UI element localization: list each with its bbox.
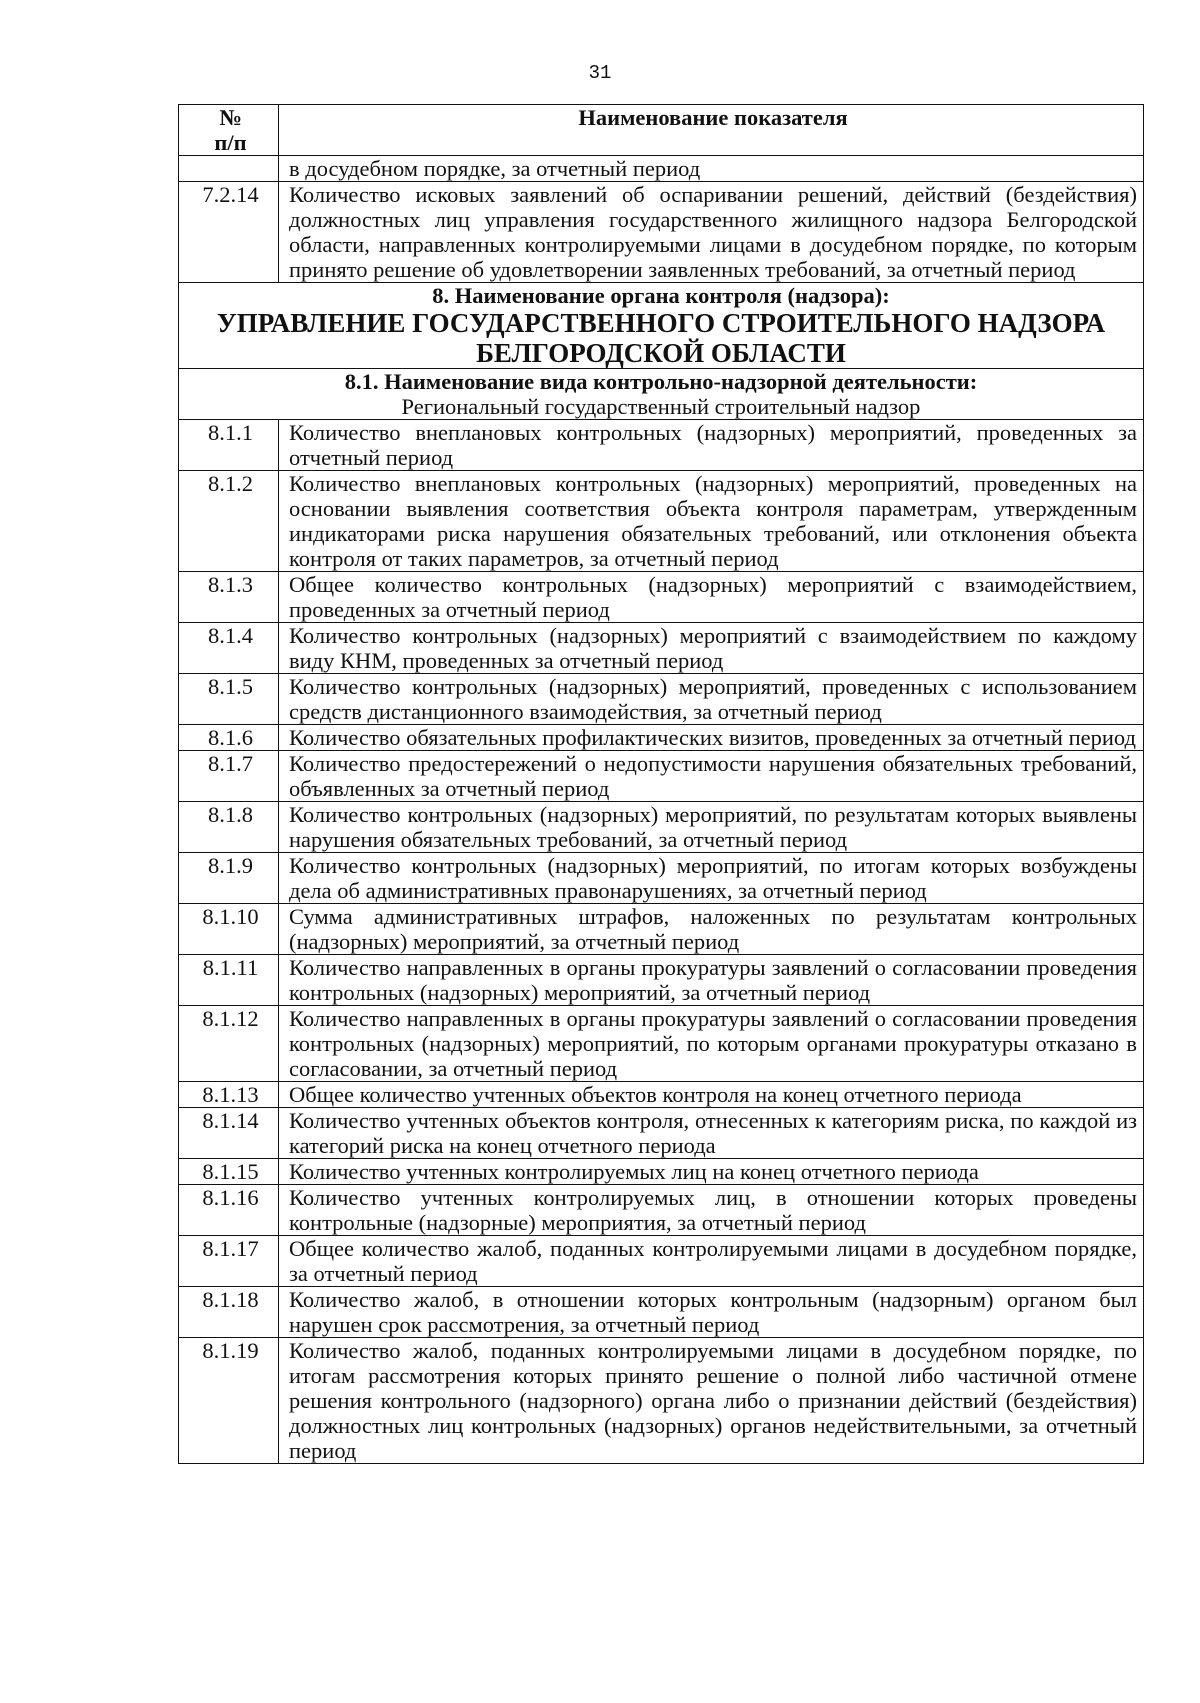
table-row [179, 1338, 1144, 1464]
row-number: 7.2.14 [179, 182, 279, 283]
table-row [179, 156, 1144, 182]
section-org-name: УПРАВЛЕНИЕ ГОСУДАРСТВЕННОГО СТРОИТЕЛЬНОГО НАДЗОРА БЕЛГОРОДСКОЙ ОБЛАСТИ [216, 308, 1106, 368]
row-indicator-text: Количество исковых заявлений об оспаривании решений, действий (бездействия) должностных лиц управления государственного жилищного надзора Белгородской области, направленных контролируемыми лицами в досудебном порядке, по которым принято решение об удовлетворении заявленных требований, за отчетный период [279, 182, 1144, 283]
table-row [179, 1082, 1144, 1108]
row-number: 8.1.19 [179, 1338, 279, 1464]
row-indicator-text: Общее количество жалоб, поданных контролируемыми лицами в досудебном порядке, за отчетный период [279, 1236, 1144, 1287]
row-number: 8.1.14 [179, 1108, 279, 1159]
row-indicator-text: Сумма административных штрафов, наложенных по результатам контрольных (надзорных) мероприятий, за отчетный период [279, 904, 1144, 955]
table-header-row [179, 105, 1144, 156]
row-number: 8.1.17 [179, 1236, 279, 1287]
table-row [179, 572, 1144, 623]
table-row [179, 955, 1144, 1006]
row-indicator-text: Количество контрольных (надзорных) мероприятий, по результатам которых выявлены нарушения обязательных требований, за отчетный период [279, 802, 1144, 853]
row-number: 8.1.2 [179, 471, 279, 572]
table-row [179, 751, 1144, 802]
row-indicator-text: Количество контрольных (надзорных) мероприятий, проведенных с использованием средств дистанционного взаимодействия, за отчетный период [279, 674, 1144, 725]
row-number: 8.1.1 [179, 420, 279, 471]
row-indicator-text: Количество направленных в органы прокуратуры заявлений о согласовании проведения контрольных (надзорных) мероприятий, за отчетный период [279, 955, 1144, 1006]
table-row [179, 674, 1144, 725]
row-number: 8.1.6 [179, 725, 279, 751]
row-indicator-text: Количество обязательных профилактических визитов, проведенных за отчетный период [279, 725, 1144, 751]
row-indicator-text: в досудебном порядке, за отчетный период [279, 156, 1144, 182]
row-indicator-text: Количество контрольных (надзорных) мероприятий, по итогам которых возбуждены дела об административных правонарушениях, за отчетный период [279, 853, 1144, 904]
table-row [179, 1287, 1144, 1338]
column-header-number [179, 105, 279, 156]
row-number: 8.1.8 [179, 802, 279, 853]
table-row [179, 853, 1144, 904]
column-header-name: Наименование показателя [279, 105, 1144, 156]
table-row [179, 1185, 1144, 1236]
table-row [179, 1006, 1144, 1082]
row-number: 8.1.13 [179, 1082, 279, 1108]
row-indicator-text: Количество предостережений о недопустимости нарушения обязательных требований, объявленных за отчетный период [279, 751, 1144, 802]
row-indicator-text: Общее количество контрольных (надзорных) мероприятий с взаимодействием, проведенных за отчетный период [279, 572, 1144, 623]
row-number: 8.1.9 [179, 853, 279, 904]
subsection-cell [179, 369, 1144, 420]
section-heading: 8. Наименование органа контроля (надзора): [432, 283, 890, 308]
row-number [179, 156, 279, 182]
row-number: 8.1.18 [179, 1287, 279, 1338]
subsection-activity: Региональный государственный строительный надзор [401, 394, 921, 419]
row-indicator-text: Количество внеплановых контрольных (надзорных) мероприятий, проведенных за отчетный период [279, 420, 1144, 471]
table-row [179, 1236, 1144, 1287]
table-row [179, 1159, 1144, 1185]
table-row [179, 420, 1144, 471]
row-number: 8.1.4 [179, 623, 279, 674]
section-row [179, 283, 1144, 369]
row-number: 8.1.15 [179, 1159, 279, 1185]
row-indicator-text: Количество направленных в органы прокуратуры заявлений о согласовании проведения контрольных (надзорных) мероприятий, по которым органами прокуратуры отказано в согласовании, за отчетный период [279, 1006, 1144, 1082]
table-row [179, 904, 1144, 955]
table-row [179, 182, 1144, 283]
row-number: 8.1.10 [179, 904, 279, 955]
row-indicator-text: Количество учтенных объектов контроля, отнесенных к категориям риска, по каждой из категорий риска на конец отчетного периода [279, 1108, 1144, 1159]
table-row [179, 623, 1144, 674]
subsection-heading: 8.1. Наименование вида контрольно-надзорной деятельности: [344, 369, 978, 394]
subsection-row [179, 369, 1144, 420]
page-number: 31 [588, 62, 612, 84]
row-indicator-text: Общее количество учтенных объектов контроля на конец отчетного периода [279, 1082, 1144, 1108]
table-body-rows [179, 420, 1144, 1464]
row-indicator-text: Количество жалоб, поданных контролируемыми лицами в досудебном порядке, по итогам рассмотрения которых принято решение о полной либо частичной отмене решения контрольного (надзорного) органа либо о признании действий (бездействия) должностных лиц контрольных (надзорных) органов недействительными, за отчетный период [279, 1338, 1144, 1464]
row-number: 8.1.5 [179, 674, 279, 725]
table-row [179, 802, 1144, 853]
table-body-section [179, 283, 1144, 420]
row-number: 8.1.12 [179, 1006, 279, 1082]
row-number: 8.1.16 [179, 1185, 279, 1236]
row-number: 8.1.3 [179, 572, 279, 623]
table-body-top [179, 156, 1144, 283]
table-row [179, 471, 1144, 572]
row-number: 8.1.7 [179, 751, 279, 802]
row-indicator-text: Количество контрольных (надзорных) мероприятий с взаимодействием по каждому виду КНМ, проведенных за отчетный период [279, 623, 1144, 674]
indicators-table [178, 104, 1144, 1464]
row-indicator-text: Количество учтенных контролируемых лиц на конец отчетного периода [279, 1159, 1144, 1185]
row-indicator-text: Количество учтенных контролируемых лиц, в отношении которых проведены контрольные (надзорные) мероприятия, за отчетный период [279, 1185, 1144, 1236]
section-cell [179, 283, 1144, 369]
row-indicator-text: Количество жалоб, в отношении которых контрольным (надзорным) органом был нарушен срок рассмотрения, за отчетный период [279, 1287, 1144, 1338]
table-row [179, 725, 1144, 751]
row-indicator-text: Количество внеплановых контрольных (надзорных) мероприятий, проведенных на основании выявления соответствия объекта контроля параметрам, утвержденным индикаторами риска нарушения обязательных требований, или отклонения объекта контроля от таких параметров, за отчетный период [279, 471, 1144, 572]
column-header-number-label: № п/п [214, 105, 247, 155]
table-row [179, 1108, 1144, 1159]
row-number: 8.1.11 [179, 955, 279, 1006]
